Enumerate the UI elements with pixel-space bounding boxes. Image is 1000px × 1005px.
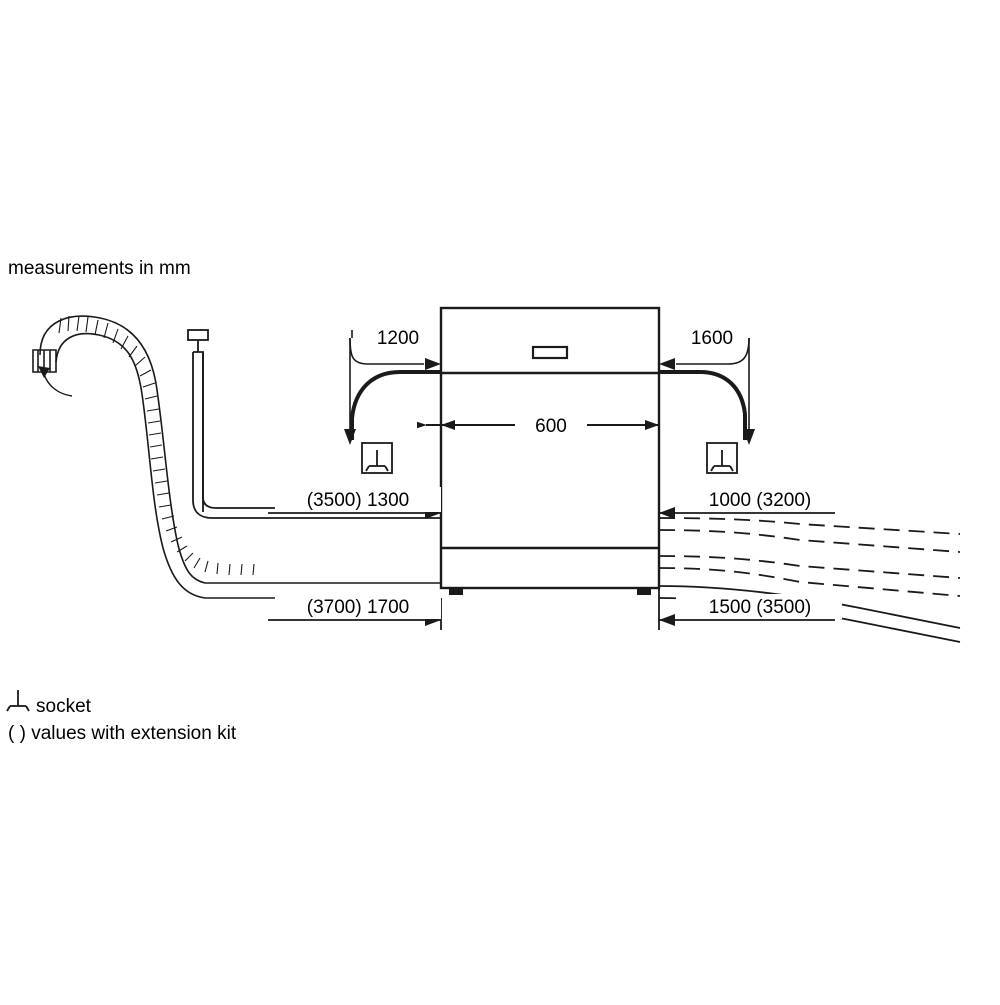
left-hose-loop [352,372,441,440]
dim-3700-1700 [268,594,441,630]
measurements-note: measurements in mm [8,258,191,279]
dim-1000-3200 [659,487,842,519]
right-dimension-1600 [659,328,755,445]
legend-extension-label: ( ) values with extension kit [8,723,237,744]
drain-hose [33,316,441,598]
dim-1600-label: 1600 [690,328,734,349]
socket-symbol-left [362,443,392,473]
dim-3500-1300 [268,487,441,519]
dim-left-bottom-label: (3700) 1700 [306,597,410,618]
right-supply-lines [659,518,960,642]
legend [7,690,237,744]
socket-symbol-right [707,443,737,473]
right-hose-loop [659,372,745,440]
dim-width-label: 600 [535,416,567,437]
dim-right-mid-label: 1000 (3200) [708,490,812,511]
width-dimension [426,410,659,437]
dim-1500-3500 [659,586,842,630]
dim-1200-label: 1200 [376,328,420,349]
dishwasher-body [441,308,659,595]
socket-icon [7,690,29,711]
left-dimension-1200 [344,328,441,445]
dim-right-bottom-label: 1500 (3500) [708,597,812,618]
legend-socket-label: socket [36,696,91,717]
dim-left-mid-label: (3500) 1300 [306,490,410,511]
